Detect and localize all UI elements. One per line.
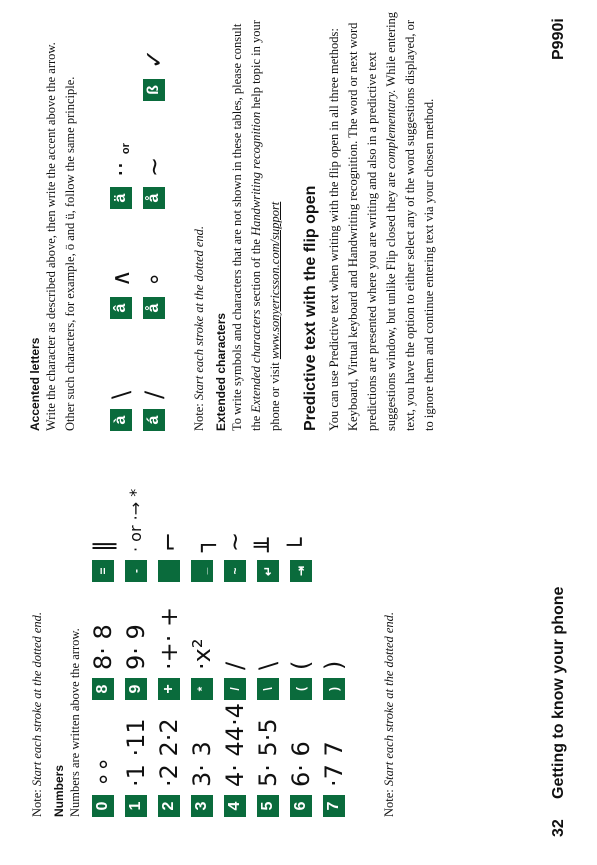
- extended-heading: Extended characters: [214, 312, 228, 431]
- plus-key: +: [158, 678, 180, 700]
- stroke-6: 6· 6: [287, 741, 315, 787]
- stroke-underscore: ┐: [188, 537, 216, 552]
- stroke-enter: ╨: [254, 537, 282, 552]
- accent-stroke-check: ✓: [140, 48, 168, 69]
- digit-key-8: 8: [92, 678, 114, 700]
- accent-stroke-umlaut: ·· or: [107, 143, 135, 177]
- stroke-tilde: ~: [221, 531, 249, 552]
- accent-stroke-grave: \: [107, 390, 135, 399]
- section-title: Getting to know your phone: [550, 586, 567, 799]
- stroke-asterisk: ·x²: [188, 638, 216, 670]
- accent-key-a-ring: å: [143, 297, 165, 319]
- digit-key-9: 9: [125, 678, 147, 700]
- digit-key-3: 3: [191, 795, 213, 817]
- accent-key-sharp-s: ß: [143, 79, 165, 101]
- accented-heading: Accented letters: [28, 337, 42, 431]
- stroke-backslash: \: [254, 661, 282, 670]
- stroke-close-paren: ): [320, 660, 348, 670]
- stroke-minus: · or ·→ *: [126, 488, 145, 552]
- enter-key: ↵: [257, 560, 279, 582]
- tilde-key: ~: [224, 560, 246, 582]
- digit-key-2: 2: [158, 795, 180, 817]
- predictive-heading: Predictive text with the flip open: [302, 185, 319, 431]
- stroke-1: ·1 ·11: [122, 718, 150, 787]
- accent-key-a-circumflex: â: [110, 297, 132, 319]
- note-2: Note: Start each stroke at the dotted end.: [382, 611, 396, 817]
- close-paren-key: ): [323, 678, 345, 700]
- stroke-open-paren: (: [287, 660, 315, 670]
- stroke-space: ⌐: [155, 531, 183, 552]
- accented-body: Write the character as described above, then write the accent above the arrow. Other such characters, for example, ö and ü, follow the same principle.: [44, 42, 77, 431]
- backslash-key: \: [257, 678, 279, 700]
- support-link[interactable]: www.sonyericsson.com/support: [268, 201, 282, 360]
- equals-key: =: [92, 560, 114, 582]
- digit-key-1: 1: [125, 795, 147, 817]
- slash-key: /: [224, 678, 246, 700]
- stroke-9: 9· 9: [122, 624, 150, 670]
- predictive-body: You can use Predictive text when writing with the flip open in all three methods: Keyboard, Virtual keyboard and Handwriting recognition. The word or next word predictions are presented where you are writing and also in a predictive text suggestions window, but unlike Flip closed they are complementary. While entering text, you have the option to either select any of the word suggestions displayed, or to ignore them and continue entering text via your chosen method.: [327, 11, 436, 431]
- stroke-plus: ·+· +: [155, 606, 183, 670]
- note-1: Note: Start each stroke at the dotted end.: [30, 611, 44, 817]
- page-number: 32: [550, 819, 567, 837]
- model-name: P990i: [550, 18, 567, 60]
- numbers-table: [89, 437, 382, 817]
- stroke-tab: └: [287, 537, 315, 552]
- accent-stroke-loop: ∼: [140, 156, 168, 177]
- space-key: [158, 560, 180, 582]
- accent-key-a-grave: à: [110, 409, 132, 431]
- accent-note: Note: Start each stroke at the dotted end.: [192, 225, 206, 431]
- stroke-7: ·7 7: [320, 741, 348, 787]
- accent-stroke-acute: /: [140, 390, 168, 399]
- open-paren-key: (: [290, 678, 312, 700]
- underscore-key: _: [191, 560, 213, 582]
- minus-key: -: [125, 560, 147, 582]
- stroke-2: ·2 2·2: [155, 718, 183, 787]
- accent-key-a-ring-2: å: [143, 187, 165, 209]
- stroke-4: 4· 44·4: [221, 703, 249, 787]
- stroke-0: ∘∘: [89, 756, 117, 787]
- accent-key-a-acute: á: [143, 409, 165, 431]
- accents-table: [107, 11, 184, 431]
- digit-key-4: 4: [224, 795, 246, 817]
- asterisk-key: *: [191, 678, 213, 700]
- numbers-heading: Numbers: [52, 764, 66, 817]
- accent-stroke-circumflex: ∧: [107, 269, 135, 287]
- stroke-3: 3· 3: [188, 741, 216, 787]
- digit-key-0: 0: [92, 795, 114, 817]
- tab-key: ⇥: [290, 560, 312, 582]
- extended-body: To write symbols and characters that are not shown in these tables, please consult the Extended characters section of the Handwriting recognition help topic in your phone or visit www.sonyericsson.com/support: [230, 20, 282, 431]
- numbers-intro: Numbers are written above the arrow.: [68, 628, 82, 817]
- stroke-8: 8· 8: [89, 624, 117, 670]
- digit-key-6: 6: [290, 795, 312, 817]
- digit-key-5: 5: [257, 795, 279, 817]
- stroke-equals: ‖: [89, 540, 117, 552]
- accent-stroke-ring: ∘: [140, 271, 168, 287]
- accent-key-a-umlaut: ä: [110, 187, 132, 209]
- stroke-slash: /: [221, 661, 249, 670]
- stroke-5: 5· 5·5: [254, 718, 282, 787]
- digit-key-7: 7: [323, 795, 345, 817]
